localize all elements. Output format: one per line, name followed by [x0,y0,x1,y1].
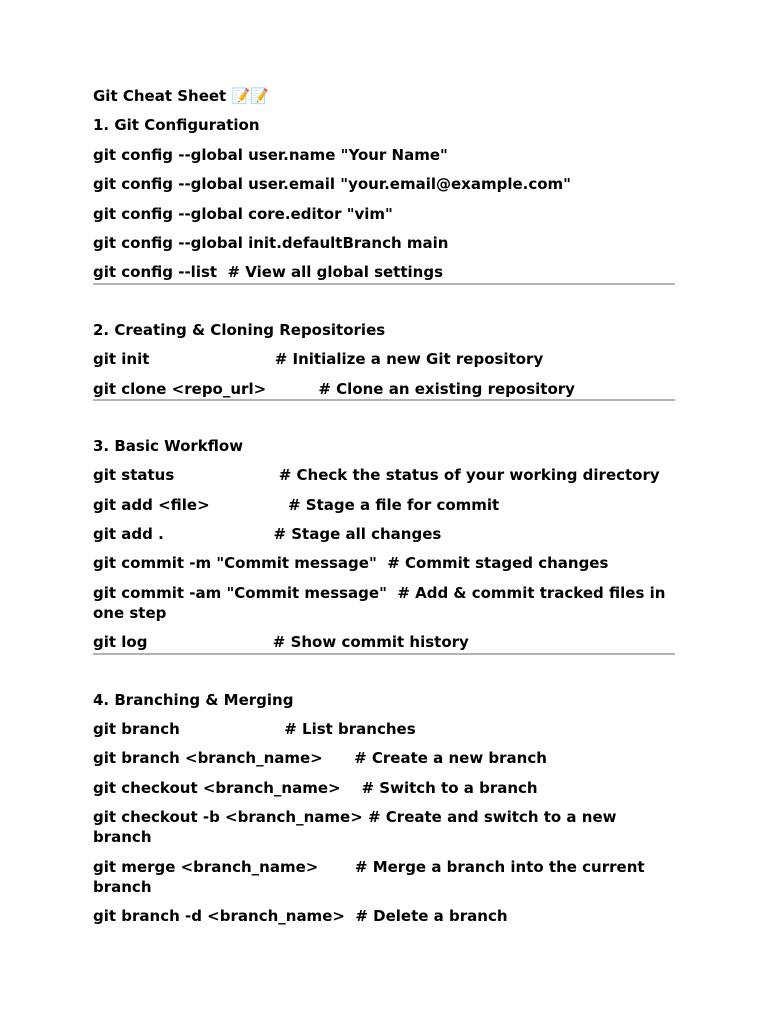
command-line: git log # Show commit history [93,633,469,652]
section-divider [93,399,675,401]
section-creating-cloning [93,320,675,399]
command-line: git config --global user.email "your.email@example.com" [93,175,571,194]
document-title: Git Cheat Sheet 📝📝 [93,87,269,105]
command-line: git config --global init.defaultBranch main [93,233,449,252]
command-line: git add . # Stage all changes [93,525,442,544]
section-heading: 4. Branching & Merging [93,690,294,709]
command-line: git config --global user.name "Your Name" [93,145,448,164]
command-line: git commit -am "Commit message" # Add & commit tracked files in one step [93,583,671,622]
command-line: git status # Check the status of your working directory [93,466,660,485]
command-line: git config --global core.editor "vim" [93,204,393,223]
command-line: git commit -m "Commit message" # Commit staged changes [93,554,609,573]
section-heading: 2. Creating & Cloning Repositories [93,320,386,339]
section-git-configuration [93,115,675,282]
command-line: git branch -d <branch_name> # Delete a branch [93,906,508,925]
command-line: git checkout -b <branch_name> # Create and switch to a new branch [93,808,622,847]
document-page [93,86,675,935]
command-line: git branch # List branches [93,720,416,739]
section-divider [93,653,675,655]
section-heading: 1. Git Configuration [93,116,260,135]
command-line: git merge <branch_name> # Merge a branch into the current branch [93,857,650,896]
command-line: git config --list # View all global settings [93,263,443,282]
command-line: git add <file> # Stage a file for commit [93,495,500,514]
section-branching-merging [93,690,675,926]
section-basic-workflow [93,436,675,652]
section-divider [93,283,675,285]
command-line: git branch <branch_name> # Create a new branch [93,749,547,768]
section-heading: 3. Basic Workflow [93,436,244,455]
command-line: git init # Initialize a new Git repository [93,350,544,369]
command-line: git clone <repo_url> # Clone an existing repository [93,379,575,398]
command-line: git checkout <branch_name> # Switch to a branch [93,778,538,797]
